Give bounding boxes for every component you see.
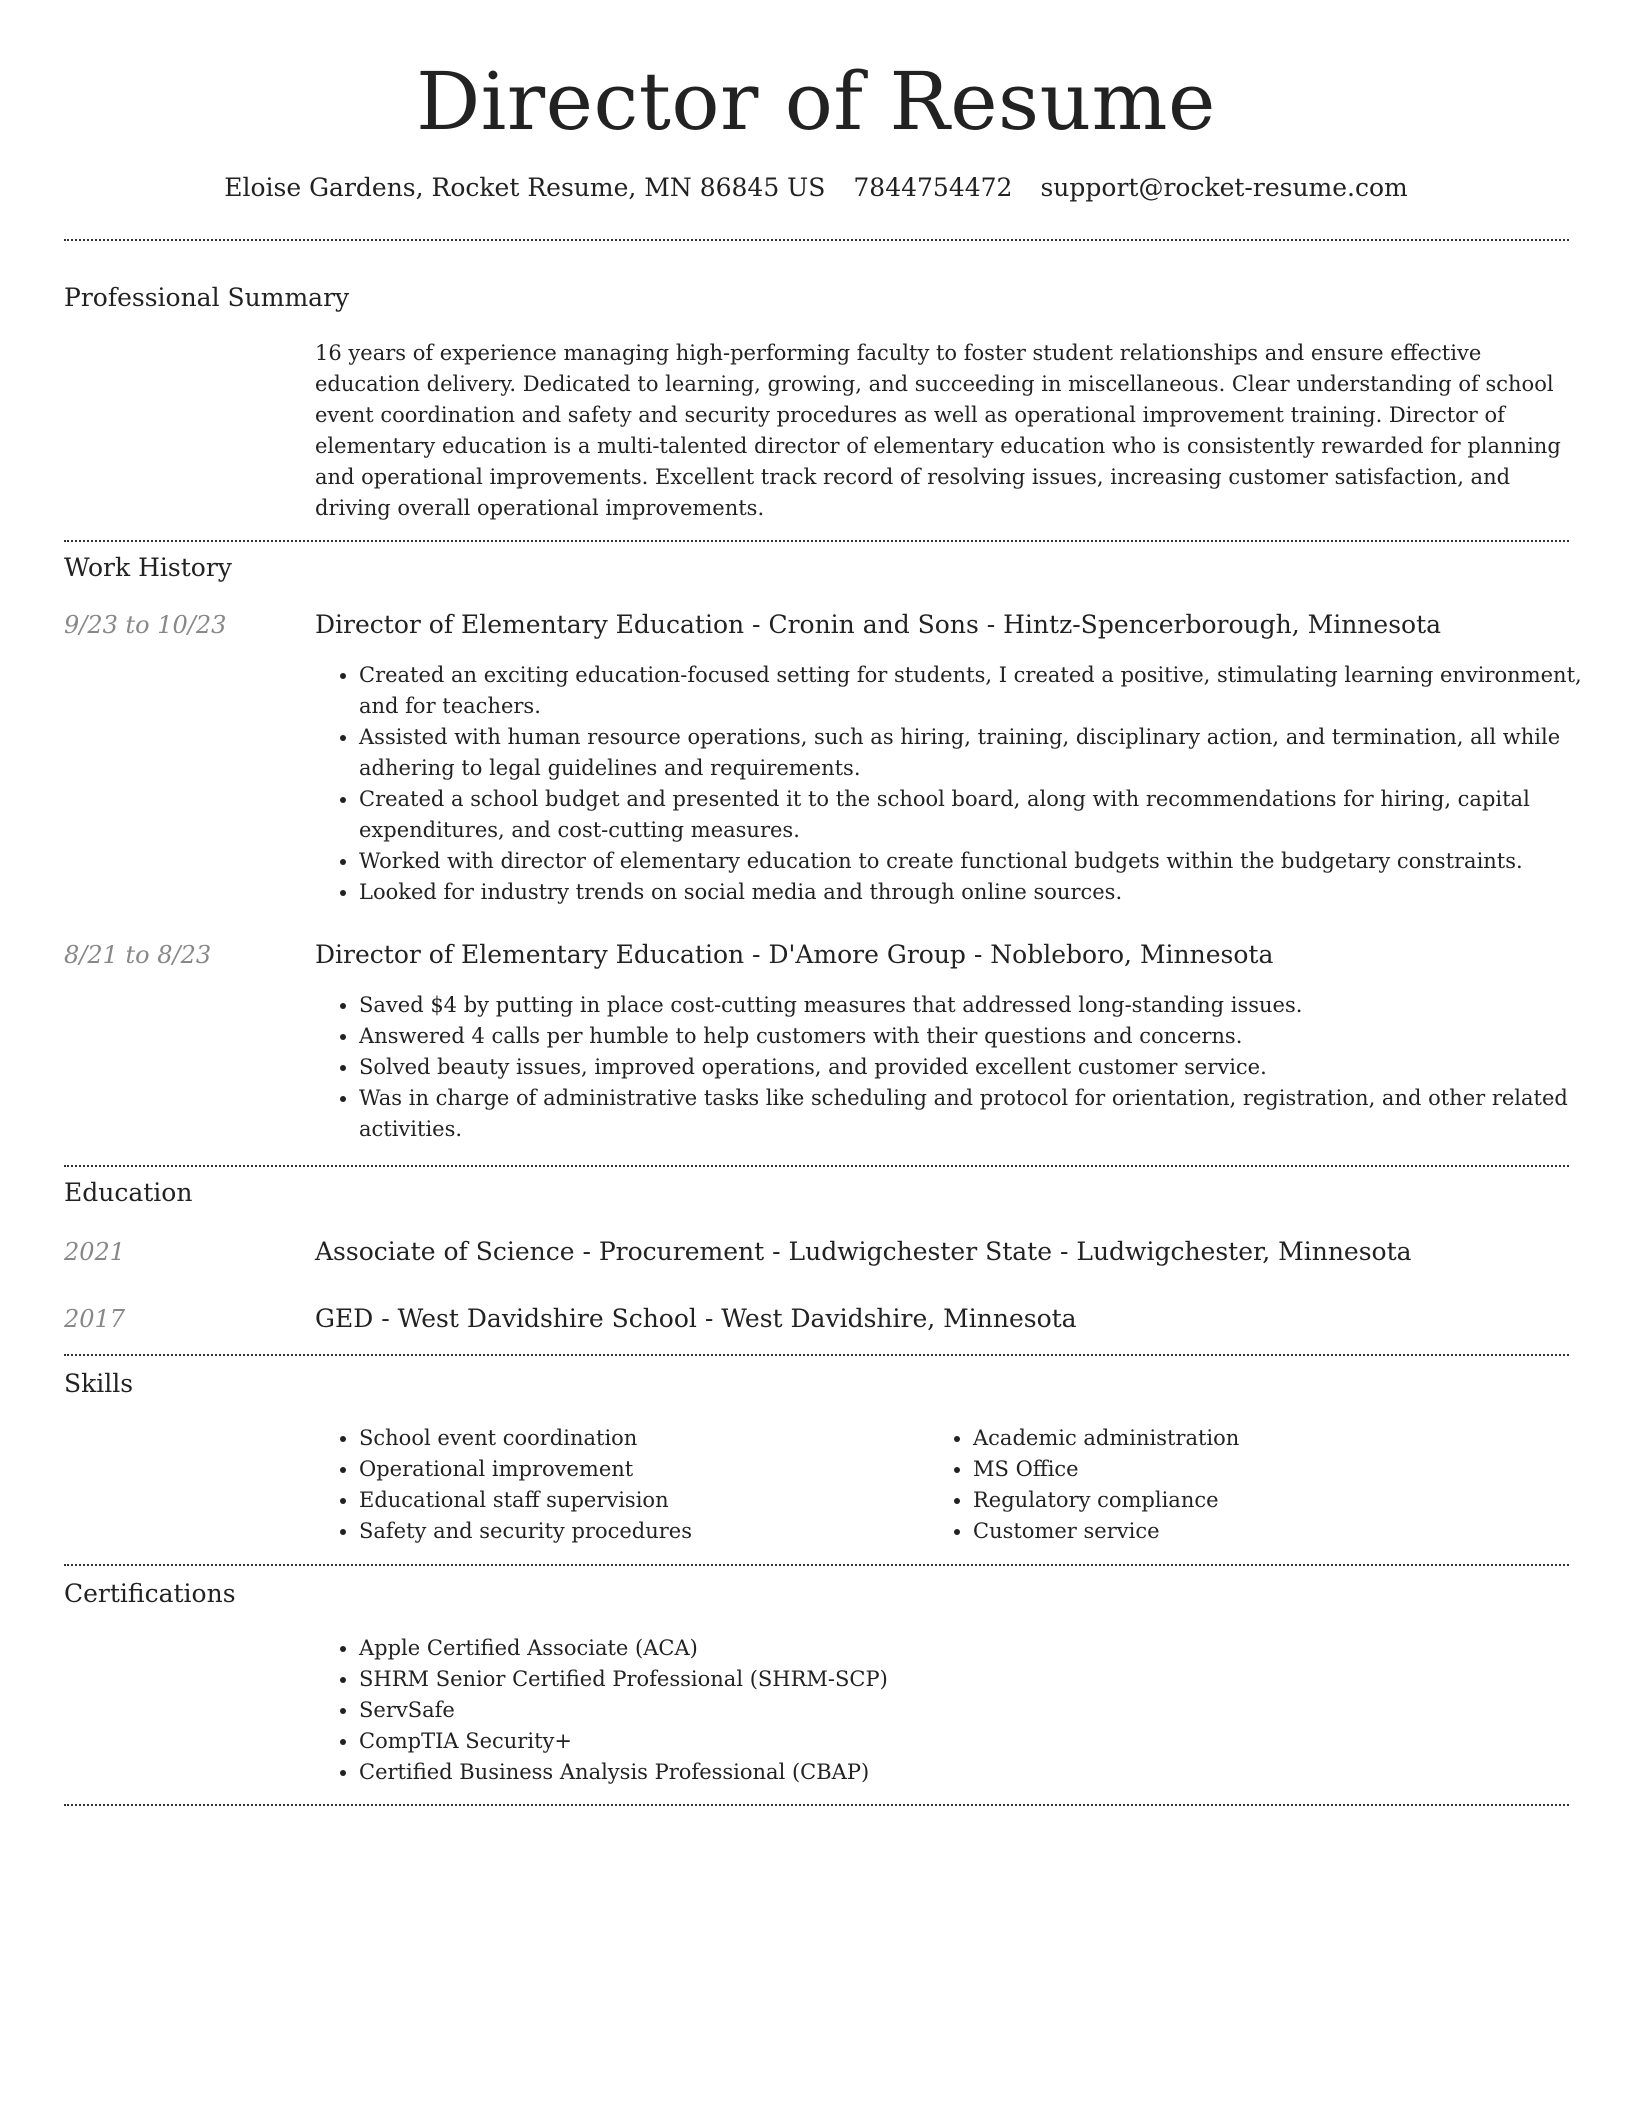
certification-item: • CompTIA Security+ xyxy=(359,1726,1614,1757)
section-divider xyxy=(64,540,1569,542)
section-divider xyxy=(64,1564,1569,1566)
section-divider xyxy=(64,1354,1569,1356)
job-bullet: • Was in charge of administrative tasks like scheduling and protocol for orientation, registration, and other related activities. xyxy=(359,1083,1614,1145)
certifications-list xyxy=(315,1633,1614,1788)
contact-address: Eloise Gardens, Rocket Resume, MN 86845 US xyxy=(224,173,826,202)
skill-item: • Educational staff supervision xyxy=(359,1485,929,1516)
skill-item: • MS Office xyxy=(973,1454,1543,1485)
certifications-heading: Certifications xyxy=(64,1579,236,1608)
job-dates: 8/21 to 8/23 xyxy=(64,941,212,969)
job-dates: 9/23 to 10/23 xyxy=(64,611,227,639)
education-heading: Education xyxy=(64,1178,193,1207)
job-bullet: • Created an exciting education-focused setting for students, I created a positive, stimulating learning environment, and for teachers. xyxy=(359,660,1614,722)
skill-item: • Safety and security procedures xyxy=(359,1516,929,1547)
skill-item: • Academic administration xyxy=(973,1423,1543,1454)
skills-list-left xyxy=(315,1423,929,1547)
education-year: 2021 xyxy=(64,1238,126,1266)
education-year: 2017 xyxy=(64,1305,126,1333)
skills-list-right xyxy=(929,1423,1543,1547)
contact-phone: 7844754472 xyxy=(853,173,1013,202)
job-bullets xyxy=(315,990,1614,1145)
job-bullets xyxy=(315,660,1614,908)
job-bullet: • Answered 4 calls per humble to help customers with their questions and concerns. xyxy=(359,1021,1614,1052)
contact-line xyxy=(0,172,1632,204)
section-divider xyxy=(64,1165,1569,1167)
summary-text: 16 years of experience managing high-performing faculty to foster student relationships and ensure effective education delivery. Dedicated to learning, growing, and succeeding in miscellaneous. Clear understanding of school event coordination and safety and security procedures as well as operational improvement training. Director of elementary education is a multi-talented director of elementary education who is consistently rewarded for planning and operational improvements. Excellent track record of resolving issues, increasing customer satisfaction, and driving overall operational improvements. xyxy=(315,341,1561,520)
job-bullet: • Looked for industry trends on social media and through online sources. xyxy=(359,877,1614,908)
contact-email: support@rocket-resume.com xyxy=(1040,173,1408,202)
certification-item: • Certified Business Analysis Professional (CBAP) xyxy=(359,1757,1614,1788)
summary-heading: Professional Summary xyxy=(64,283,350,312)
certification-item: • ServSafe xyxy=(359,1695,1614,1726)
job-heading: Director of Elementary Education - D'Amore Group - Nobleboro, Minnesota xyxy=(315,940,1274,969)
skills-heading: Skills xyxy=(64,1369,134,1398)
education-entry: GED - West Davidshire School - West Davidshire, Minnesota xyxy=(315,1304,1077,1333)
job-bullet: • Created a school budget and presented it to the school board, along with recommendations for hiring, capital expenditures, and cost-cutting measures. xyxy=(359,784,1614,846)
work-history-heading: Work History xyxy=(64,553,232,582)
certification-item: • Apple Certified Associate (ACA) xyxy=(359,1633,1614,1664)
candidate-name: Director of Resume xyxy=(416,55,1216,148)
job-heading: Director of Elementary Education - Cronin and Sons - Hintz-Spencerborough, Minnesota xyxy=(315,610,1442,639)
skill-item: • Customer service xyxy=(973,1516,1543,1547)
certification-item: • SHRM Senior Certified Professional (SHRM-SCP) xyxy=(359,1664,1614,1695)
section-divider xyxy=(64,1804,1569,1806)
job-bullet: • Worked with director of elementary education to create functional budgets within the budgetary constraints. xyxy=(359,846,1614,877)
resume-header xyxy=(0,0,1632,152)
job-bullet: • Saved $4 by putting in place cost-cutting measures that addressed long-standing issues. xyxy=(359,990,1614,1021)
skill-item: • School event coordination xyxy=(359,1423,929,1454)
skill-item: • Operational improvement xyxy=(359,1454,929,1485)
skill-item: • Regulatory compliance xyxy=(973,1485,1543,1516)
education-entry: Associate of Science - Procurement - Ludwigchester State - Ludwigchester, Minnesota xyxy=(315,1237,1412,1266)
job-bullet: • Assisted with human resource operations, such as hiring, training, disciplinary action, and termination, all while adhering to legal guidelines and requirements. xyxy=(359,722,1614,784)
job-bullet: • Solved beauty issues, improved operations, and provided excellent customer service. xyxy=(359,1052,1614,1083)
section-divider xyxy=(64,239,1569,241)
